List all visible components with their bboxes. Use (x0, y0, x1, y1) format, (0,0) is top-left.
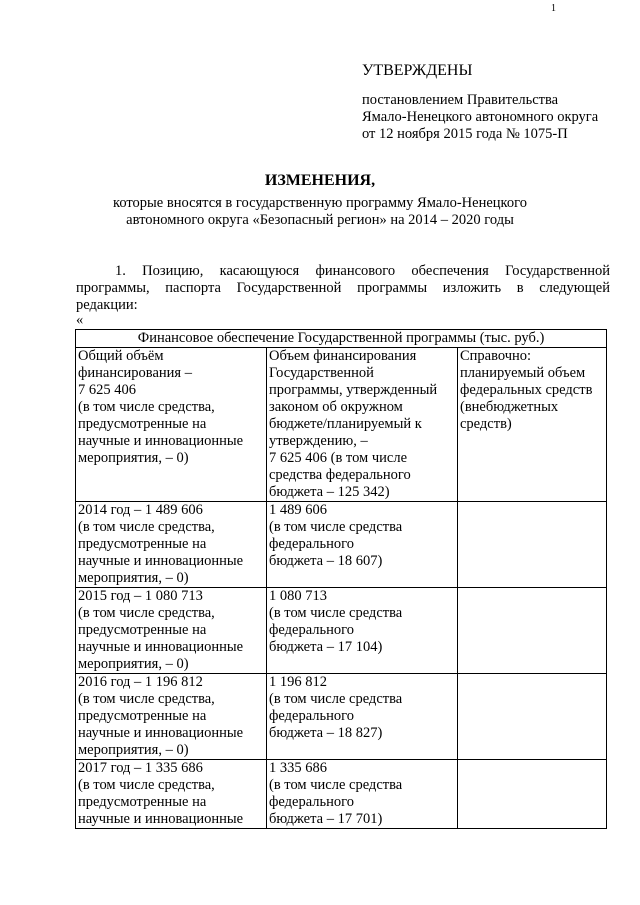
table-cell (267, 588, 458, 674)
approval-line: постановлением Правительства (362, 92, 559, 108)
opening-quote: « (76, 312, 84, 328)
cell-text-line: мероприятия, – 0) (78, 570, 189, 586)
table-row (76, 760, 607, 829)
table-row (76, 588, 607, 674)
cell-text-line: Общий объём (78, 348, 164, 364)
cell-text-line: 1 489 606 (269, 502, 327, 518)
cell-text-line: 2017 год – 1 335 686 (78, 760, 203, 776)
cell-text-line: (в том числе средства (269, 777, 403, 793)
table-caption: Финансовое обеспечение Государственной программы (тыс. руб.) (76, 330, 607, 348)
table-cell (76, 760, 267, 829)
document-subtitle-line: которые вносятся в государственную программу Ямало-Ненецкого (113, 195, 527, 211)
cell-text-line: средства федерального (269, 467, 411, 483)
table-cell (76, 502, 267, 588)
table-cell (76, 348, 267, 502)
cell-text-line: предусмотренные на (78, 708, 207, 724)
cell-text-line: программы, утвержденный (269, 382, 438, 398)
paragraph-line: программы, паспорта Государственной программы изложить в следующей (76, 280, 610, 296)
cell-text-line: 1 335 686 (269, 760, 327, 776)
cell-text-line: (в том числе средства (269, 605, 403, 621)
cell-text-line: мероприятия, – 0) (78, 656, 189, 672)
cell-text-line: 2014 год – 1 489 606 (78, 502, 203, 518)
table-cell (458, 588, 607, 674)
table-cell (267, 760, 458, 829)
cell-text-line: средств) (460, 416, 512, 432)
cell-text-line: (в том числе средства, (78, 519, 215, 535)
cell-text-line: 7 625 406 (78, 382, 136, 398)
cell-text-line: Справочно: (460, 348, 532, 364)
cell-text-line: 2015 год – 1 080 713 (78, 588, 203, 604)
cell-text-line: научные и инновационные (78, 639, 244, 655)
cell-text-line: 1 080 713 (269, 588, 327, 604)
cell-text-line: (внебюджетных (460, 399, 559, 415)
cell-text-line: (в том числе средства, (78, 605, 215, 621)
cell-text-line: предусмотренные на (78, 536, 207, 552)
body-paragraph (76, 263, 610, 314)
document-subtitle-line: автономного округа «Безопасный регион» на 2014 – 2020 годы (126, 212, 514, 228)
table-cell (458, 674, 607, 760)
financing-table (75, 329, 607, 829)
table-cell (267, 674, 458, 760)
cell-text-line: научные и инновационные (78, 811, 244, 827)
table-cell (458, 502, 607, 588)
table-row (76, 674, 607, 760)
cell-text-line: научные и инновационные (78, 725, 244, 741)
cell-text-line: бюджета – 125 342) (269, 484, 390, 500)
cell-text-line: бюджета – 18 607) (269, 553, 383, 569)
approval-line: от 12 ноября 2015 года № 1075-П (362, 126, 568, 142)
document-heading (40, 172, 600, 229)
cell-text-line: федерального (269, 536, 354, 552)
cell-text-line: Государственной (269, 365, 374, 381)
cell-text-line: финансирования – (78, 365, 192, 381)
cell-text-line: Объем финансирования (269, 348, 417, 364)
approval-line: Ямало-Ненецкого автономного округа (362, 109, 599, 125)
cell-text-line: (в том числе средства, (78, 399, 215, 415)
table-caption-row (76, 330, 607, 348)
cell-text-line: (в том числе средства (269, 691, 403, 707)
table-cell (76, 588, 267, 674)
cell-text-line: бюджета – 18 827) (269, 725, 383, 741)
page-corner-mark: 1 (551, 3, 556, 14)
approval-block (362, 62, 622, 143)
cell-text-line: бюджете/планируемый к (269, 416, 422, 432)
cell-text-line: мероприятия, – 0) (78, 450, 189, 466)
table-cell (76, 674, 267, 760)
table-row (76, 502, 607, 588)
table-cell (267, 502, 458, 588)
cell-text-line: бюджета – 17 701) (269, 811, 383, 827)
cell-text-line: федерального (269, 794, 354, 810)
cell-text-line: мероприятия, – 0) (78, 742, 189, 758)
cell-text-line: федерального (269, 622, 354, 638)
cell-text-line: научные и инновационные (78, 433, 244, 449)
paragraph-line: 1. Позицию, касающуюся финансового обеспечения Государственной (115, 263, 610, 279)
paragraph-line: редакции: (76, 297, 138, 313)
table-cell (458, 760, 607, 829)
table-cell (267, 348, 458, 502)
cell-text-line: предусмотренные на (78, 622, 207, 638)
cell-text-line: утверждению, – (269, 433, 368, 449)
cell-text-line: бюджета – 17 104) (269, 639, 383, 655)
document-title: ИЗМЕНЕНИЯ, (264, 172, 376, 189)
cell-text-line: законом об окружном (269, 399, 403, 415)
cell-text-line: планируемый объем (460, 365, 586, 381)
cell-text-line: 1 196 812 (269, 674, 327, 690)
cell-text-line: федерального (269, 708, 354, 724)
table-cell (458, 348, 607, 502)
approval-title: УТВЕРЖДЕНЫ (362, 62, 473, 79)
cell-text-line: 7 625 406 (в том числе (269, 450, 408, 466)
cell-text-line: федеральных средств (460, 382, 593, 398)
cell-text-line: (в том числе средства, (78, 691, 215, 707)
cell-text-line: предусмотренные на (78, 794, 207, 810)
cell-text-line: (в том числе средства, (78, 777, 215, 793)
table-header-row (76, 348, 607, 502)
cell-text-line: 2016 год – 1 196 812 (78, 674, 203, 690)
cell-text-line: научные и инновационные (78, 553, 244, 569)
cell-text-line: предусмотренные на (78, 416, 207, 432)
cell-text-line: (в том числе средства (269, 519, 403, 535)
